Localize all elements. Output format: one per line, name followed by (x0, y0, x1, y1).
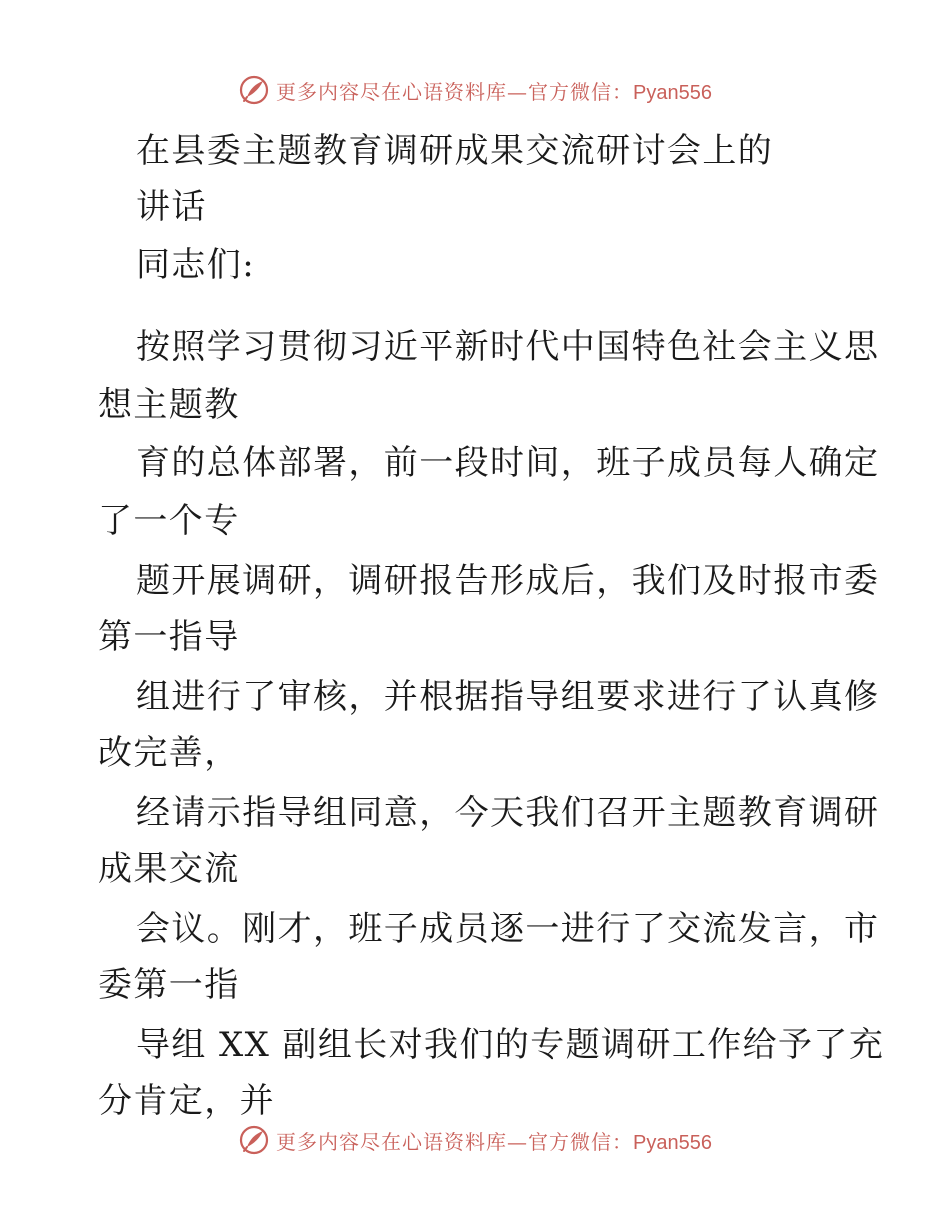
header-watermark (0, 70, 950, 110)
footer-watermark (0, 1120, 950, 1160)
quill-pen-logo-icon (238, 1124, 270, 1156)
paragraph-line: 了一个专 (98, 501, 240, 541)
paragraph-line: 第一指导 (98, 617, 240, 657)
doc-title-line-2: 讲话 (136, 187, 207, 227)
paragraph-line: 题开展调研，调研报告形成后，我们及时报市委 (136, 561, 880, 601)
doc-title-line-1: 在县委主题教育调研成果交流研讨会上的 (136, 131, 774, 171)
salutation: 同志们: (136, 245, 256, 285)
watermark-text: 更多内容尽在心语资料库—官方微信：Pyan556 (276, 1129, 712, 1154)
document-body (98, 122, 885, 1121)
watermark-wechat-id: Pyan556 (633, 81, 712, 104)
watermark-group (238, 1124, 712, 1156)
paragraph-line: 按照学习贯彻习近平新时代中国特色社会主义思 (136, 327, 880, 367)
paragraph-line: 成果交流 (98, 849, 240, 889)
paragraph-line: 经请示指导组同意，今天我们召开主题教育调研 (136, 793, 880, 833)
watermark-group (238, 74, 712, 106)
paragraph-line: 育的总体部署，前一段时间，班子成员每人确定 (136, 443, 880, 483)
paragraph-line: 委第一指 (98, 965, 240, 1005)
paragraph-line: 分肯定，并 (98, 1081, 275, 1121)
paragraph-line: 想主题教 (98, 385, 240, 425)
paragraph-line: 会议。刚才，班子成员逐一进行了交流发言，市 (136, 909, 880, 949)
watermark-wechat-id: Pyan556 (633, 1131, 712, 1154)
quill-pen-logo-icon (238, 74, 270, 106)
paragraph-line: 导组 XX 副组长对我们的专题调研工作给予了充 (136, 1025, 885, 1065)
paragraph-line: 组进行了审核，并根据指导组要求进行了认真修 (136, 677, 880, 717)
paragraph-line: 改完善， (98, 733, 240, 773)
watermark-text: 更多内容尽在心语资料库—官方微信：Pyan556 (276, 79, 712, 104)
